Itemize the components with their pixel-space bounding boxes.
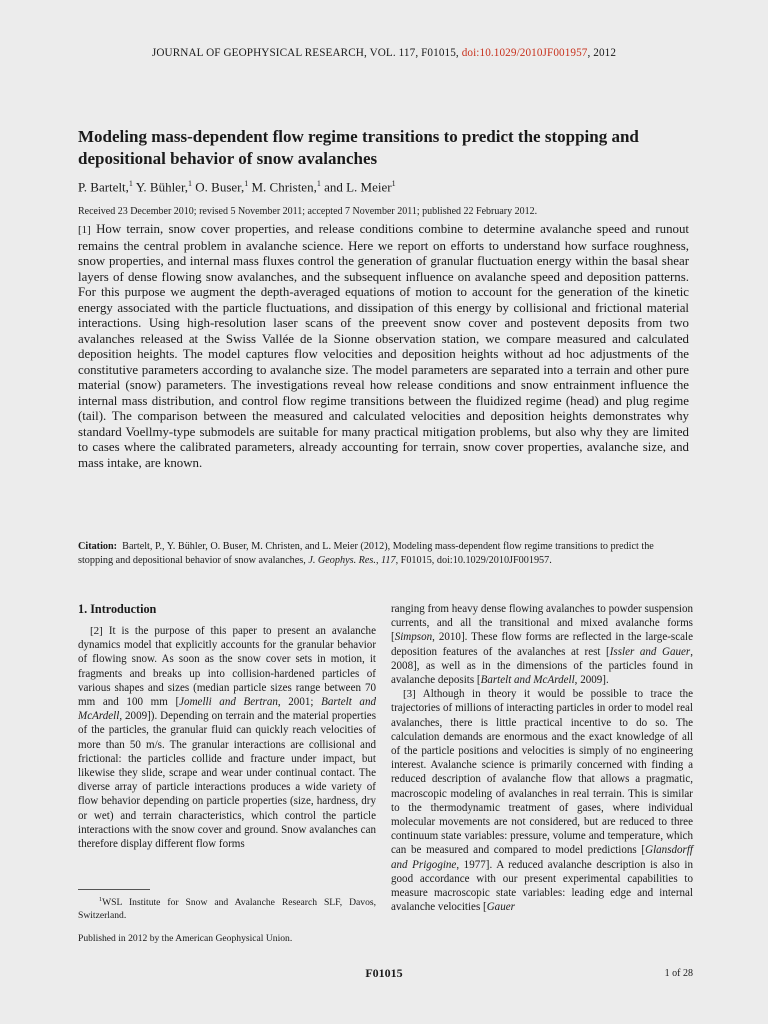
- doi-link[interactable]: doi:10.1029/2010JF001957: [461, 47, 588, 59]
- citation-volume: 117: [381, 555, 396, 566]
- reference[interactable]: Simpson: [394, 631, 433, 644]
- abstract-text: How terrain, snow cover properties, and release conditions combine to determine avalanche speed and runout remains the central problem in avalanche science. Here we report on efforts to understand how surface roughness, snow properties, and internal mass fluxes control the generation of granular fluctuation energy within the basal shear layers of dense flowing snow avalanches, and the subsequent influence on avalanche speed and deposition patterns. For this purpose we augment the depth-averaged equations of motion to account for the generation of the kinetic energy associated with the particle fluctuations, and dissipation of this energy by collisional and frictional material interactions. Using high-resolution laser scans of the preevent snow cover and postevent deposits from two avalanches released at the Swiss Vallée de la Sionne observation station, we compare measured and calculated deposition heights. The model captures flow velocities and deposition heights without ad hoc adjustments of the constitutive parameters according to avalanche size. The model parameters are separated into a terrain and other pure material (snow) parameters. The investigations reveal how release conditions and snow entrainment influence the internal mass distribution, and control flow regime transitions between the fluidized regime (head) and plug regime (tail). The comparison between the measured and calculated velocities and deposition heights demonstrates why standard Voellmy-type submodels are suitable for many practical mitigation problems, but also why they are limited to cases where the calibrated parameters, already accounting for terrain, snow cover properties, avalanche size, and mass intake, are known.: [78, 222, 689, 470]
- author: O. Buser,: [192, 179, 245, 195]
- footnote-divider: [78, 889, 150, 890]
- affiliation-marker: 1: [316, 179, 321, 188]
- body-text: , 1977]. A reduced avalanche description is also in good accordance with our present experimental capabilities to measure macroscopic state variables: leading edge and internal avalanche velocities [: [391, 858, 694, 914]
- citation-label: Citation:: [78, 541, 118, 552]
- affiliation-marker: 1: [128, 179, 133, 188]
- paragraph-number: [3]: [403, 688, 416, 701]
- reference[interactable]: Bartelt and McArdell: [480, 674, 575, 687]
- article-code: F01015: [365, 966, 403, 980]
- author: Y. Bühler,: [132, 179, 189, 195]
- body-text: Although in theory it would be possible to trace the trajectories of millions of interacting particles in order to model real avalanches, there is little practical incentive to do so. The calculation demands are enormous and the exact knowledge of all of the particle positions and velocities is simply of no engineering interest. Avalanche science is primarily concerned with finding a reduced description of avalanche flow that allows a pragmatic, macroscopic modeling of avalanches in real terrain. This is similar to the thermodynamic treatment of gases, where individual molecular movements are not considered, but are reduced to three continuum state variables: pressure, volume and temperature, which can be measured and compared to model predictions [: [391, 688, 693, 857]
- body-text: , 2001;: [277, 696, 322, 709]
- running-head: [0, 47, 768, 59]
- reference[interactable]: Glansdorff and Prigogine: [391, 844, 693, 871]
- author: P. Bartelt,: [78, 179, 129, 195]
- section-heading: 1. Introduction: [78, 602, 157, 616]
- reference[interactable]: Bartelt and McArdell: [78, 696, 376, 723]
- citation-comma: ,: [375, 555, 382, 566]
- body-text: , 2009].: [574, 674, 609, 687]
- reference[interactable]: Jomelli and Bertran: [179, 696, 278, 709]
- citation-text: Bartelt, P., Y. Bühler, O. Buser, M. Christen, and L. Meier (2012), Modeling mass-dependent flow regime transitions to predict the stopping and depositional behavior of snow avalanches,: [78, 541, 654, 566]
- author-list: [78, 179, 396, 195]
- citation-journal: J. Geophys. Res.: [308, 555, 376, 566]
- affiliation-marker: 1: [391, 179, 396, 188]
- abstract: [78, 222, 689, 471]
- paragraph-2-continued: [391, 602, 693, 687]
- right-column: [391, 602, 693, 914]
- citation-text-end: , F01015, doi:10.1029/2010JF001957.: [395, 555, 552, 566]
- body-text: , 2008], as well as in the dimensions of the particles found in avalanche deposits [: [391, 645, 693, 687]
- author: M. Christen,: [248, 179, 317, 195]
- paragraph-number: [1]: [78, 224, 91, 236]
- reference[interactable]: Gauer: [486, 901, 515, 914]
- paragraph-2: [78, 624, 376, 851]
- body-text: It is the purpose of this paper to present an avalanche dynamics model that explicitly accounts for the granular behavior of flowing snow. As soon as the snow cover sets in motion, it fragments and breaks up into collision-hardened particles of various shapes and sizes (median particle sizes range between 70 mm and 100 mm [: [78, 625, 376, 709]
- left-column: [78, 602, 376, 851]
- body-text: , 2009]). Depending on terrain and the material properties of the particles, the granular fluid can quickly reach velocities of more than 50 m/s. The granular interactions are collisional and frictional: the particles collide and fracture under impact, but likewise they slide, scrape and wear under continual contact. The diverse array of particle interactions produces a wide variety of flow behavior depending on particle properties (size, hardness, dry or wet) and terrain characteristics, which control the particle interactions with the snow cover and ground. Snow avalanches can therefore display different flow forms: [78, 710, 376, 851]
- footnote-marker: 1: [98, 896, 103, 903]
- paragraph-3: [391, 687, 693, 914]
- body-text: , 2010]. These flow forms are reflected in the large-scale deposition features of the avalanches at rest [: [391, 631, 693, 658]
- body-text: ranging from heavy dense flowing avalanches to powder suspension currents, and all the transitional and mixed avalanche forms [: [391, 603, 693, 644]
- reference[interactable]: Issler and Gauer: [609, 645, 691, 658]
- received-dates: Received 23 December 2010; revised 5 November 2011; accepted 7 November 2011; published 22 February 2012.: [78, 206, 538, 217]
- journal-info: JOURNAL OF GEOPHYSICAL RESEARCH, VOL. 117, F01015,: [151, 47, 462, 59]
- citation: [78, 540, 689, 568]
- affiliation-footnote: [78, 894, 376, 922]
- affiliation-marker: 1: [188, 179, 193, 188]
- publisher-note: Published in 2012 by the American Geophysical Union.: [78, 933, 293, 944]
- journal-year: , 2012: [587, 47, 617, 59]
- page-number: 1 of 28: [664, 968, 693, 979]
- paragraph-number: [2]: [90, 625, 103, 637]
- author: and L. Meier: [320, 179, 392, 195]
- article-title: Modeling mass-dependent flow regime transitions to predict the stopping and depositional behavior of snow avalanches: [78, 127, 639, 168]
- affiliation-marker: 1: [244, 179, 249, 188]
- footnote-text: WSL Institute for Snow and Avalanche Research SLF, Davos, Switzerland.: [78, 897, 376, 921]
